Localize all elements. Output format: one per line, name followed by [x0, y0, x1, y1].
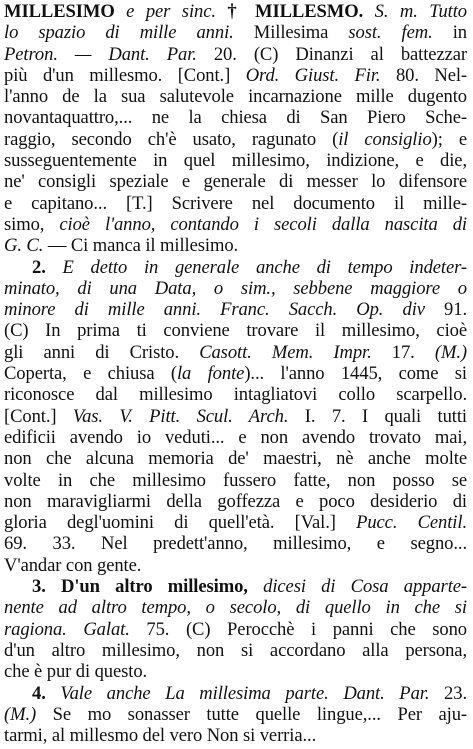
text-segment: tarmi, al millesmo del vero Non si verria... [4, 725, 317, 747]
text-line [4, 533, 467, 554]
italic-text: la fonte [176, 363, 245, 385]
text-segment: Coperta, e chiusa ( [4, 363, 177, 385]
text-segment: 75. (C) Perocchè i panni che sono [129, 618, 467, 640]
italic-text: dicesi di Cosa apparte- [247, 576, 467, 598]
italic-text: (M.) [4, 703, 37, 725]
text-segment: [Cont.] [4, 405, 73, 427]
text-segment: ); e [431, 128, 467, 150]
italic-text: e per sinc. [114, 1, 228, 22]
text-line [4, 683, 467, 704]
text-line [4, 235, 467, 256]
text-line [4, 576, 467, 597]
text-line [4, 65, 467, 86]
text-line [4, 640, 467, 661]
text-segment: Millesima [233, 22, 349, 44]
text-line [4, 1, 467, 22]
text-segment: 91. [424, 299, 467, 321]
text-segment: 17. [371, 341, 435, 363]
text-segment: V'andar con gente. [4, 554, 142, 576]
text-line [4, 171, 467, 192]
text-segment: non maravigliarmi della goffezza e poco desiderio di [4, 490, 467, 512]
italic-text: ragiona. Galat. [4, 618, 130, 640]
text-segment: gli anni di Cristo. [4, 341, 200, 363]
italic-text: Petron. — Dant. Par. [4, 43, 197, 65]
headword: 4. [32, 682, 46, 704]
text-segment: Se mo sonasser tutte quelle lingue,... Per aju- [36, 703, 467, 725]
text-segment: d'un altro millesimo, non si accordano alla persona, [4, 639, 467, 661]
text-segment: 69. 33. Nel predett'anno, millesimo, e segno... [4, 533, 467, 555]
italic-text: Ord. Giust. Fir. [245, 64, 381, 86]
italic-text: Vas. V. Pitt. Scul. Arch. [72, 405, 289, 427]
text-segment: I. 7. I quali tutti [288, 405, 467, 427]
text-line [4, 257, 467, 278]
headword: † MILLESMO. [227, 1, 364, 22]
italic-text: nente ad altro tempo, o secolo, di quello in che si [4, 597, 467, 619]
text-line [4, 448, 467, 469]
text-line [4, 299, 467, 320]
text-line [4, 193, 467, 214]
italic-text: G. C. [4, 235, 44, 257]
italic-text: lo spazio di mille anni. [4, 22, 234, 44]
text-line [4, 150, 467, 171]
text-segment: in [432, 22, 467, 44]
text-segment: )... l'anno 1445, come si [244, 363, 467, 385]
italic-text: cioè l'anno, contando i secoli dalla nascita di [59, 213, 467, 235]
text-segment: novantaquattro,... ne la chiesa di San Piero Sche- [4, 107, 467, 129]
text-line [4, 661, 467, 682]
text-segment: volte in che millesimo fussero fatte, non posso se [4, 469, 467, 491]
headword: 2. [32, 256, 46, 278]
text-line [4, 619, 467, 640]
text-segment: ne' consigli speziale e generale di messer lo difensore [4, 171, 467, 193]
text-line [4, 44, 467, 65]
text-segment: che è pur di questo. [4, 661, 148, 683]
text-line [4, 320, 467, 341]
text-line [4, 470, 467, 491]
text-line [4, 384, 467, 405]
text-segment: raggio, secondo ch'è usato, ragunato ( [4, 128, 339, 150]
text-line [4, 214, 467, 235]
italic-text: Pucc. Centil. [356, 512, 467, 534]
text-segment: più d'un millesmo. [Cont.] [4, 64, 246, 86]
text-segment: riconosce dal millesimo intagliatovi collo scarpello. [4, 384, 467, 406]
text-segment: simo, [4, 213, 60, 235]
text-line [4, 22, 467, 43]
text-segment: e capitano... [T.] Scrivere nel documento il mille- [4, 192, 467, 214]
text-segment: l'anno de la sua salutevole incarnazione mille dugento [4, 86, 467, 108]
italic-text: minato, di una Data, o sim., sebbene maggiore o [4, 277, 467, 299]
text-segment: susseguentemente in quel millesimo, indizione, e die, [4, 150, 467, 172]
text-line [4, 129, 467, 150]
text-segment: (C) In prima ti conviene trovare il millesimo, cioè [4, 320, 467, 342]
text-line [4, 704, 467, 725]
text-line [4, 597, 467, 618]
italic-text: minore di mille anni. Franc. Sacch. Op. div [4, 299, 425, 321]
italic-text: E detto in generale anche di tempo indeter- [45, 256, 467, 278]
text-line [4, 555, 467, 576]
text-line [4, 427, 467, 448]
text-line [4, 491, 467, 512]
italic-text: sost. fem. [348, 22, 433, 44]
italic-text: Vale anche La millesima parte. Dant. Par. [45, 682, 430, 704]
text-segment: non che alcuna memoria de' maestri, nè anche molte [4, 448, 467, 470]
text-segment: gloria degl'uomini di quell'età. [Val.] [4, 512, 357, 534]
italic-text: Casott. Mem. Impr. [199, 341, 372, 363]
text-line [4, 406, 467, 427]
text-segment: 80. Nel- [380, 64, 467, 86]
italic-text: (M.) [434, 341, 467, 363]
text-line [4, 278, 467, 299]
text-line [4, 512, 467, 533]
text-line [4, 107, 467, 128]
italic-text: S. m. Tutto [363, 1, 467, 22]
text-line [4, 86, 467, 107]
headword: 3. D'un altro millesimo, [32, 576, 248, 598]
text-line [4, 725, 467, 746]
italic-text: il consiglio [338, 128, 432, 150]
entry-millesimo [4, 1, 467, 746]
text-line [4, 342, 467, 363]
text-segment: edificii avendo io veduti... e non avendo trovato mai, [4, 426, 467, 448]
text-segment: — Ci manca il millesimo. [43, 235, 239, 257]
text-segment: 23. [429, 682, 467, 704]
text-line [4, 363, 467, 384]
text-segment: 20. (C) Dinanzi al battezzar [196, 43, 467, 65]
headword: MILLESIMO [4, 1, 115, 22]
